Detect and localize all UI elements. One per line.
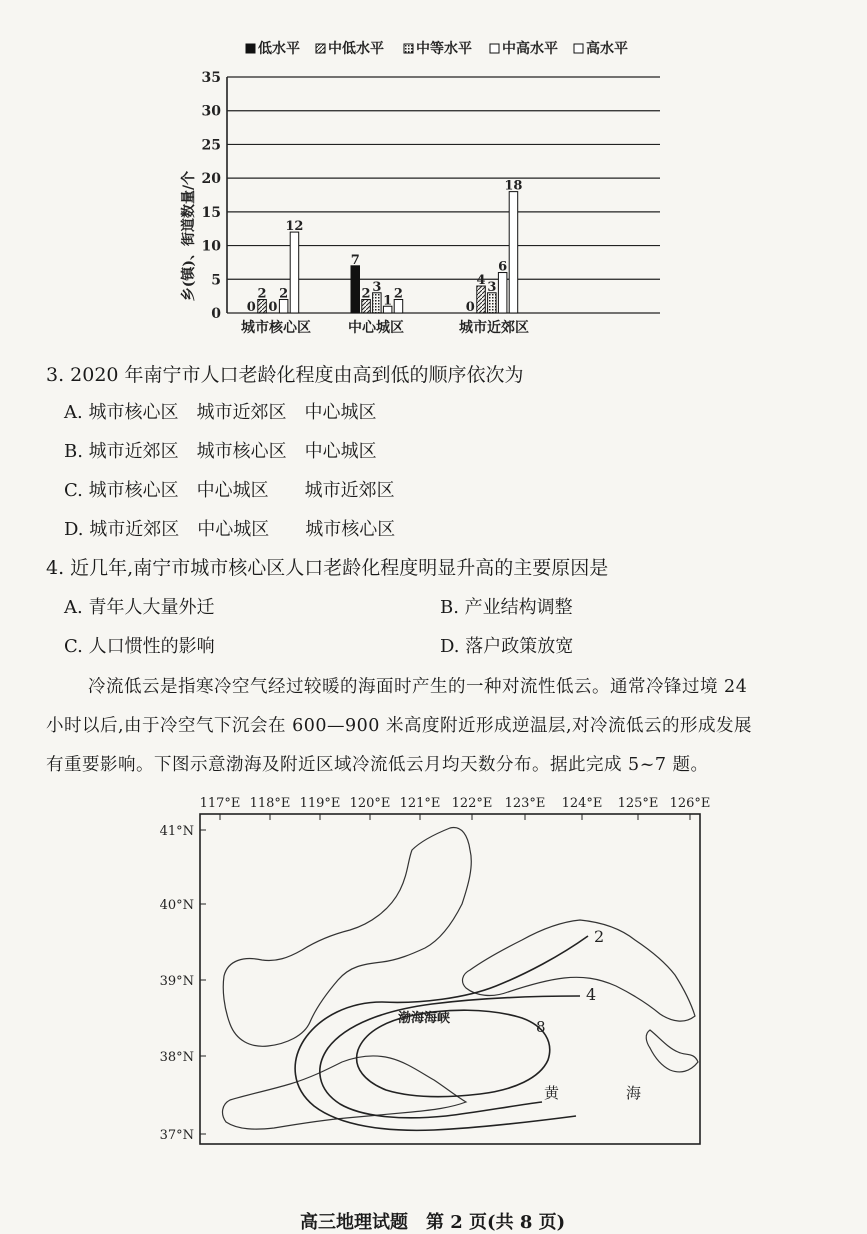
liaodong-coastline bbox=[463, 920, 695, 1021]
category-label: 城市近郊区 bbox=[459, 320, 529, 336]
latitude-label: 41°N bbox=[159, 824, 194, 839]
longitude-label: 121°E bbox=[399, 796, 441, 811]
y-tick-label: 5 bbox=[211, 272, 221, 289]
category-label: 城市核心区 bbox=[241, 320, 311, 336]
passage-line-2: 小时以后,由于冷空气下沉会在 600—900 米高度附近形成逆温层,对冷流低云的形成发展 bbox=[46, 716, 753, 736]
bar-1-1 bbox=[362, 300, 371, 313]
bar-1-2 bbox=[373, 293, 382, 313]
question-4-stem: 4. 近几年,南宁市城市核心区人口老龄化程度明显升高的主要原因是 bbox=[46, 557, 609, 579]
question-3-option-a: A. 城市核心区 城市近郊区 中心城区 bbox=[64, 402, 377, 423]
longitude-label: 122°E bbox=[451, 796, 493, 811]
question-4-option-b: B. 产业结构调整 bbox=[440, 597, 573, 618]
isoline-label-4: 4 bbox=[586, 985, 597, 1004]
longitude-label: 125°E bbox=[617, 796, 659, 811]
legend-swatch bbox=[574, 44, 583, 53]
question-3-option-b: B. 城市近郊区 城市核心区 中心城区 bbox=[64, 441, 377, 462]
question-3-option-c: C. 城市核心区 中心城区 城市近郊区 bbox=[64, 480, 395, 501]
legend-swatch bbox=[246, 44, 255, 53]
y-tick-label: 20 bbox=[201, 171, 221, 188]
bar-0-1 bbox=[258, 300, 267, 313]
bar-value-label: 2 bbox=[257, 286, 267, 302]
longitude-label: 118°E bbox=[249, 796, 291, 811]
place-label-bohai-strait: 渤海海峡 bbox=[398, 1011, 451, 1026]
y-tick-label: 0 bbox=[211, 306, 221, 322]
legend-label: 中低水平 bbox=[328, 41, 384, 57]
shandong-coastline bbox=[223, 1056, 466, 1129]
bar-value-label: 2 bbox=[279, 286, 289, 302]
bar-value-label: 4 bbox=[476, 273, 486, 289]
question-4-option-d: D. 落户政策放宽 bbox=[440, 636, 574, 657]
longitude-label: 123°E bbox=[504, 796, 546, 811]
legend-swatch bbox=[316, 44, 325, 53]
y-tick-label: 10 bbox=[201, 238, 221, 255]
bar-2-2 bbox=[488, 293, 497, 313]
longitude-label: 126°E bbox=[669, 796, 711, 811]
map-frame bbox=[200, 814, 700, 1144]
passage-line-3: 有重要影响。下图示意渤海及附近区域冷流低云月均天数分布。据此完成 5~7 题。 bbox=[46, 755, 709, 775]
legend-swatch bbox=[404, 44, 413, 53]
chart-bars bbox=[247, 179, 523, 315]
isoline-label-2: 2 bbox=[594, 927, 605, 946]
legend-label: 高水平 bbox=[586, 41, 628, 57]
question-3-stem: 3. 2020 年南宁市人口老龄化程度由高到低的顺序依次为 bbox=[46, 364, 524, 386]
bar-1-4 bbox=[394, 300, 403, 313]
bohai-map bbox=[150, 790, 720, 1160]
longitude-labels bbox=[200, 796, 711, 820]
passage-line-1: 冷流低云是指寒冷空气经过较暖的海面时产生的一种对流性低云。通常冷锋过境 24 bbox=[88, 677, 748, 697]
bar-value-label: 0 bbox=[268, 300, 278, 315]
bar-2-1 bbox=[477, 286, 486, 313]
longitude-label: 117°E bbox=[199, 796, 241, 811]
y-tick-label: 30 bbox=[201, 103, 221, 120]
legend-label: 低水平 bbox=[258, 41, 300, 57]
latitude-label: 38°N bbox=[159, 1050, 194, 1065]
x-axis-categories bbox=[241, 319, 529, 336]
question-4-option-c: C. 人口惯性的影响 bbox=[64, 636, 215, 657]
bar-value-label: 2 bbox=[361, 286, 371, 302]
bar-value-label: 7 bbox=[350, 252, 360, 268]
chart-legend bbox=[246, 40, 628, 57]
bar-1-0 bbox=[351, 266, 360, 313]
y-axis-label: 乡(镇)、街道数量/个 bbox=[181, 170, 197, 302]
bar-value-label: 2 bbox=[393, 286, 403, 302]
bar-value-label: 1 bbox=[383, 293, 393, 309]
legend-swatch bbox=[490, 44, 499, 53]
question-4-option-a: A. 青年人大量外迁 bbox=[64, 597, 215, 618]
longitude-label: 119°E bbox=[299, 796, 341, 811]
bar-value-label: 0 bbox=[246, 300, 256, 315]
bar-value-label: 6 bbox=[498, 259, 508, 275]
page-footer: 高三地理试题 第 2 页(共 8 页) bbox=[300, 1212, 566, 1233]
category-label: 中心城区 bbox=[348, 320, 404, 336]
latitude-label: 37°N bbox=[159, 1128, 194, 1143]
bar-2-4 bbox=[509, 192, 518, 313]
y-axis-ticks bbox=[202, 70, 222, 322]
y-tick-label: 15 bbox=[201, 204, 221, 221]
y-tick-label: 35 bbox=[201, 70, 221, 86]
bar-0-3 bbox=[279, 300, 288, 313]
latitude-label: 39°N bbox=[159, 974, 194, 989]
place-label-yellow: 黄 bbox=[544, 1084, 560, 1102]
longitude-label: 120°E bbox=[349, 796, 391, 811]
bar-value-label: 3 bbox=[372, 279, 382, 295]
isoline-label-8: 8 bbox=[536, 1018, 546, 1036]
y-tick-label: 25 bbox=[201, 137, 221, 154]
isoline-8 bbox=[357, 1010, 550, 1096]
bar-2-3 bbox=[498, 273, 507, 313]
bar-0-4 bbox=[290, 232, 299, 313]
korea-coastline bbox=[646, 1030, 698, 1072]
legend-label: 中高水平 bbox=[502, 41, 558, 57]
place-label-sea: 海 bbox=[626, 1084, 642, 1102]
bar-value-label: 12 bbox=[285, 219, 304, 235]
latitude-labels bbox=[160, 824, 206, 1143]
legend-label: 中等水平 bbox=[416, 41, 472, 57]
latitude-label: 40°N bbox=[159, 898, 194, 913]
bar-chart bbox=[150, 30, 670, 340]
bar-value-label: 3 bbox=[487, 279, 497, 295]
bar-value-label: 0 bbox=[465, 300, 475, 315]
bar-value-label: 18 bbox=[504, 178, 523, 194]
question-3-option-d: D. 城市近郊区 中心城区 城市核心区 bbox=[64, 519, 396, 540]
longitude-label: 124°E bbox=[561, 796, 603, 811]
